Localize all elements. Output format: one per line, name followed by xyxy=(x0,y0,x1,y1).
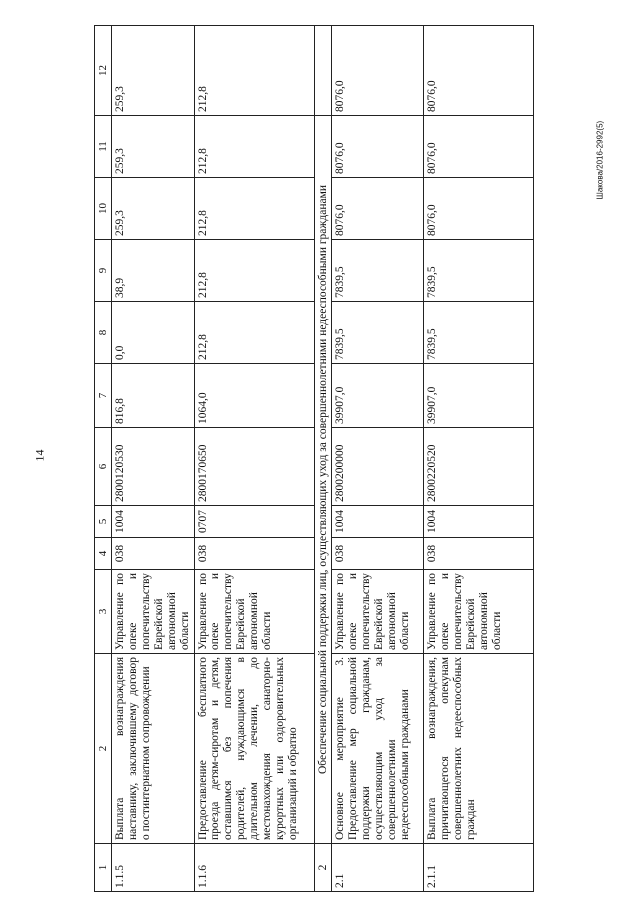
value-year: 212,8 xyxy=(194,178,314,240)
header-row xyxy=(95,26,112,892)
header-cell: 5 xyxy=(95,506,112,538)
value-year: 8076,0 xyxy=(332,116,424,178)
code-grbs: 038 xyxy=(112,538,194,570)
header-cell: 10 xyxy=(95,178,112,240)
value-year: 259,3 xyxy=(112,116,194,178)
header-cell: 12 xyxy=(95,26,112,116)
section-number: 2 xyxy=(314,844,332,892)
value-year: 7839,5 xyxy=(424,302,534,364)
row-number: 2.1 xyxy=(332,844,424,892)
executor: Управление по опеке и попечительству Еврейской автономной области xyxy=(112,570,194,654)
document-id: Шакова/2016-2992(5) xyxy=(595,120,605,200)
executor: Управление по опеке и попечительству Еврейской автономной области xyxy=(332,570,424,654)
row-number: 2.1.1 xyxy=(424,844,534,892)
code-target: 2800200000 xyxy=(332,428,424,506)
code-target: 2800220520 xyxy=(424,428,534,506)
code-target: 2800170650 xyxy=(194,428,314,506)
section-empty-cell xyxy=(314,26,332,116)
header-cell: 1 xyxy=(95,844,112,892)
code-grbs: 038 xyxy=(424,538,534,570)
value-year: 8076,0 xyxy=(332,178,424,240)
value-year: 212,8 xyxy=(194,302,314,364)
section-row xyxy=(314,26,332,892)
table-row xyxy=(424,26,534,892)
code-target: 2800120530 xyxy=(112,428,194,506)
activity-name: Предоставление бесплатного проезда детям-сиротам и детям, оставшимся без попечения родителей, нуждающимся в длительном лечении, до местонахождения санаторно-курортных или оздоровительных организаций и обратно xyxy=(194,654,314,844)
value-year: 8076,0 xyxy=(424,116,534,178)
value-year: 259,3 xyxy=(112,178,194,240)
table-row xyxy=(194,26,314,892)
header-cell: 2 xyxy=(95,654,112,844)
header-cell: 7 xyxy=(95,364,112,428)
value-year: 7839,5 xyxy=(424,240,534,302)
section-title: Обеспечение социальной поддержки лиц, осуществляющих уход за совершеннолетними недееспособными гражданами xyxy=(314,116,332,844)
value-year: 7839,5 xyxy=(332,240,424,302)
value-total: 816,8 xyxy=(112,364,194,428)
table-row xyxy=(332,26,424,892)
code-section: 0707 xyxy=(194,506,314,538)
rotated-table-container xyxy=(94,26,534,892)
activity-name: Основное мероприятие 3. Предоставление мер социальной поддержки гражданам, осуществляющим уход за совершеннолетними недееспособными гражданами xyxy=(332,654,424,844)
value-year: 259,3 xyxy=(112,26,194,116)
value-year: 8076,0 xyxy=(424,26,534,116)
value-year: 8076,0 xyxy=(424,178,534,240)
executor: Управление по опеке и попечительству Еврейской автономной области xyxy=(424,570,534,654)
header-cell: 11 xyxy=(95,116,112,178)
header-cell: 4 xyxy=(95,538,112,570)
value-year: 7839,5 xyxy=(332,302,424,364)
value-total: 1064,0 xyxy=(194,364,314,428)
header-cell: 3 xyxy=(95,570,112,654)
program-table xyxy=(94,25,534,892)
value-year: 212,8 xyxy=(194,240,314,302)
activity-name: Выплата вознаграждения наставнику, заключившему договор о постинтернатном сопровождении xyxy=(112,654,194,844)
value-year: 0,0 xyxy=(112,302,194,364)
row-number: 1.1.5 xyxy=(112,844,194,892)
header-cell: 9 xyxy=(95,240,112,302)
value-year: 8076,0 xyxy=(332,26,424,116)
value-year: 38,9 xyxy=(112,240,194,302)
header-cell: 6 xyxy=(95,428,112,506)
table-row xyxy=(112,26,194,892)
code-section: 1004 xyxy=(112,506,194,538)
activity-name: Выплата вознаграждения, причитающегося опекунам совершеннолетних недееспособных граждан xyxy=(424,654,534,844)
executor: Управление по опеке и попечительству Еврейской автономной области xyxy=(194,570,314,654)
value-total: 39907,0 xyxy=(424,364,534,428)
value-year: 212,8 xyxy=(194,26,314,116)
header-cell: 8 xyxy=(95,302,112,364)
code-section: 1004 xyxy=(424,506,534,538)
row-number: 1.1.6 xyxy=(194,844,314,892)
value-year: 212,8 xyxy=(194,116,314,178)
code-grbs: 038 xyxy=(194,538,314,570)
code-grbs: 038 xyxy=(332,538,424,570)
code-section: 1004 xyxy=(332,506,424,538)
value-total: 39907,0 xyxy=(332,364,424,428)
page-number: 14 xyxy=(32,449,47,462)
